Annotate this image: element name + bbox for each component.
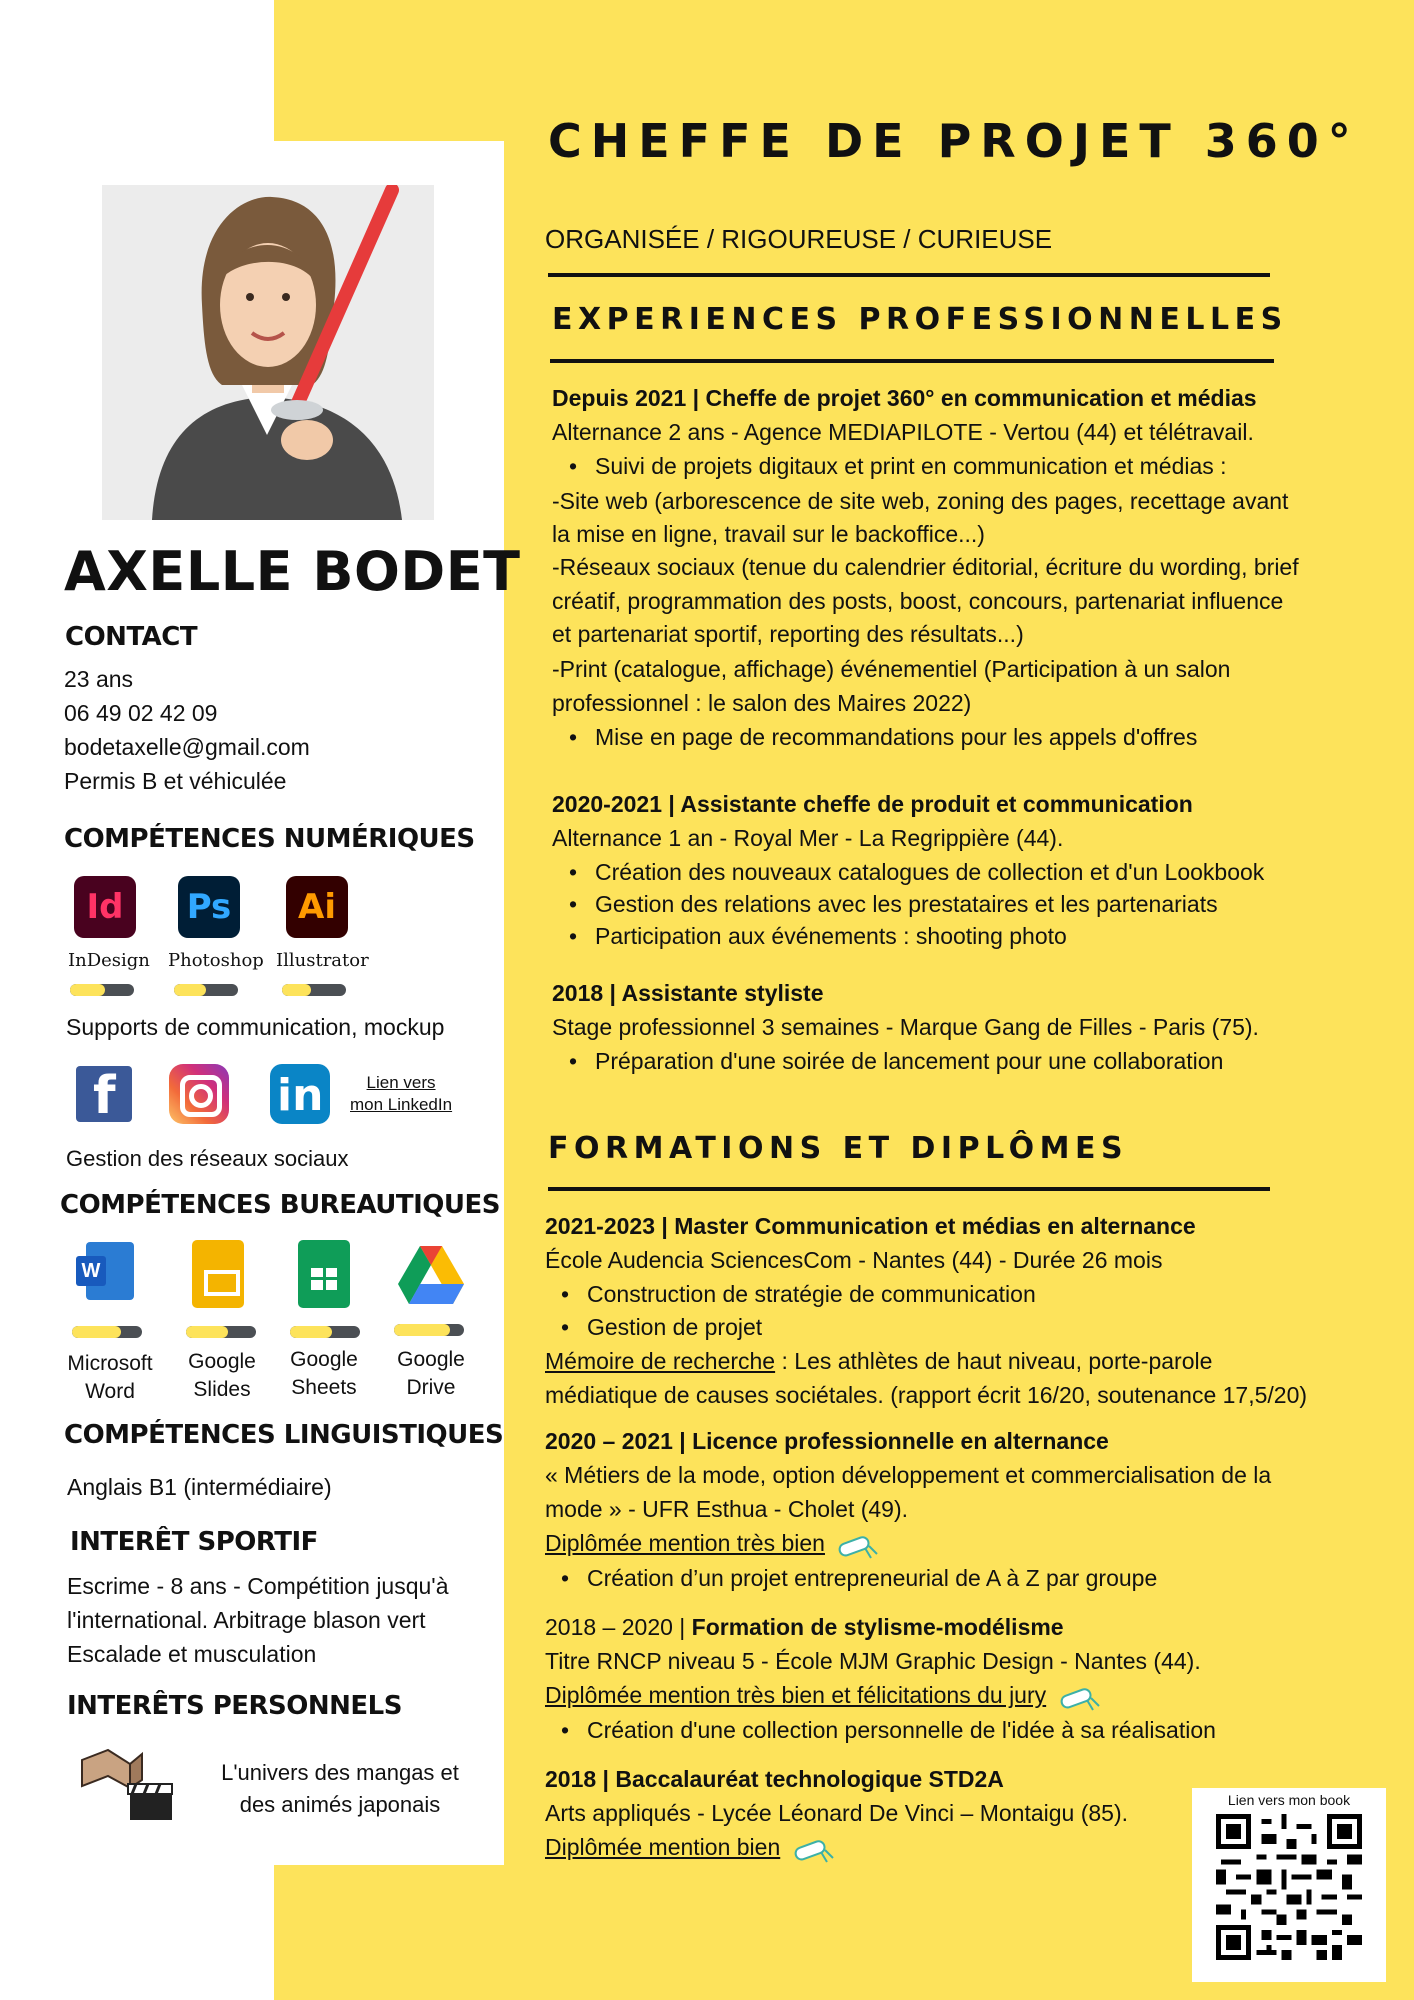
google-sheets-icon [298,1240,350,1308]
job3-bullet-1: • Préparation d'une soirée de lancement pour une collaboration [595,1045,1223,1077]
illustrator-label: Illustrator [276,950,369,971]
languages-heading: COMPÉTENCES LINGUISTIQUES [64,1420,504,1450]
ed2-bullet-1: • Création d’un projet entrepreneurial de A à Z par groupe [587,1562,1157,1594]
linkedin-link-line1: Lien vers [366,1073,436,1092]
ed3-title [545,1610,1064,1644]
slides-label-line1: Google [188,1350,256,1373]
diploma-icon [791,1834,835,1864]
ed2-diploma-link[interactable]: Diplômée mention très bien [545,1530,825,1556]
qr-code-icon [1216,1814,1362,1960]
personal-line-2: des animés japonais [239,1792,441,1817]
job2-bullet-2: • Gestion des relations avec les prestataires et les partenariats [595,888,1218,920]
contact-license: Permis B et véhiculée [64,768,287,794]
facebook-icon[interactable]: f [76,1066,132,1122]
tagline: ORGANISÉE / RIGOUREUSE / CURIEUSE [545,224,1053,254]
sport-line-1: Escrime - 8 ans - Compétition jusqu'à [67,1573,449,1599]
job1-bullet-2: • Mise en page de recommandations pour les appels d'offres [595,721,1197,753]
education-heading: FORMATIONS ET DIPLÔMES [548,1131,1129,1166]
personal-heading: INTERÊTS PERSONNELS [67,1691,402,1721]
full-name: AXELLE BODET [64,540,521,603]
ed2-line-1: « Métiers de la mode, option développement et commercialisation de la [545,1462,1272,1488]
illustrator-level-bar [282,984,346,996]
diploma-icon [835,1530,879,1560]
job2-bullet-1: • Création des nouveaux catalogues de collection et d'un Lookbook [595,856,1264,888]
drive-label-line2: Drive [406,1376,456,1399]
ed1-memo-rest: : Les athlètes de haut niveau, porte-parole [775,1348,1213,1374]
portrait-illustration [102,185,434,520]
divider-3 [548,1187,1270,1191]
slides-level-fill [186,1326,228,1338]
contact-heading: CONTACT [65,622,198,652]
contact-phone: 06 49 02 42 09 [64,700,218,726]
job1-line-1: -Site web (arborescence de site web, zoning des pages, recettage avant [552,488,1289,514]
photoshop-label: Photoshop [168,950,264,971]
profile-photo [102,185,434,520]
ed1-title: 2021-2023 | Master Communication et médias en alternance [545,1213,1196,1239]
word-label-line1: Microsoft [67,1352,153,1375]
ed4-title: 2018 | Baccalauréat technologique STD2A [545,1766,1004,1792]
qr-label: Lien vers mon book [1227,1792,1351,1808]
ed3-bullet-1: • Création d'une collection personnelle de l'idée à sa réalisation [587,1714,1216,1746]
job-title: CHEFFE DE PROJET 360° [548,114,1360,168]
sheets-level-bar [290,1326,360,1338]
indesign-level-fill [70,984,105,996]
sheets-label-line1: Google [290,1348,358,1371]
linkedin-link-line2: mon LinkedIn [350,1095,453,1114]
qr-code-block[interactable] [1192,1788,1386,1982]
illustrator-icon: Ai [286,876,348,938]
ed1-sub: École Audencia SciencesCom - Nantes (44) - Durée 26 mois [545,1247,1163,1273]
job1-title: Depuis 2021 | Cheffe de projet 360° en communication et médias [552,385,1257,411]
divider-2 [550,359,1274,363]
diploma-icon [1057,1682,1101,1712]
contact-email: bodetaxelle@gmail.com [64,734,310,760]
illustrator-level-fill [282,984,311,996]
ed2-diploma-line [545,1526,879,1560]
slides-label [172,1348,272,1404]
personal-line-1: L'univers des mangas et [221,1760,459,1785]
drive-label-line1: Google [397,1348,465,1371]
digital-skills-heading: COMPÉTENCES NUMÉRIQUES [64,824,475,854]
book-and-clapper-icon [80,1740,180,1822]
job1-line-2: la mise en ligne, travail sur le backoffice...) [552,521,985,547]
ed3-diploma-line [545,1678,1101,1712]
social-caption: Gestion des réseaux sociaux [66,1146,349,1171]
sheets-label [274,1346,374,1402]
sport-line-2: l'international. Arbitrage blason vert [67,1607,426,1633]
job1-bullet-1: • Suivi de projets digitaux et print en communication et médias : [595,450,1227,482]
divider-1 [548,273,1270,277]
indesign-icon: Id [74,876,136,938]
photoshop-icon: Ps [178,876,240,938]
job2-bullet-3: • Participation aux événements : shooting photo [595,920,1067,952]
word-icon: W [76,1242,134,1300]
sheets-label-line2: Sheets [291,1376,357,1399]
ed1-bullet-1: • Construction de stratégie de communication [587,1278,1036,1310]
google-slides-icon [192,1240,244,1308]
instagram-icon[interactable] [169,1064,229,1124]
indesign-level-bar [70,984,134,996]
word-level-fill [72,1326,121,1338]
office-skills-heading: COMPÉTENCES BUREAUTIQUES [60,1190,501,1220]
ed3-diploma-link[interactable]: Diplômée mention très bien et félicitations du jury [545,1682,1047,1708]
sheets-level-fill [290,1326,332,1338]
word-label [58,1350,162,1406]
ed2-title: 2020 – 2021 | Licence professionnelle en alternance [545,1428,1109,1454]
ed1-memo-line [545,1344,1212,1378]
ed1-bullet-2: • Gestion de projet [587,1311,762,1343]
slides-level-bar [186,1326,256,1338]
ed3-sub: Titre RNCP niveau 5 - École MJM Graphic Design - Nantes (44). [545,1648,1201,1674]
linkedin-icon[interactable]: in [270,1064,330,1124]
ed3-title-prefix: 2018 – 2020 | [545,1614,692,1640]
photoshop-level-bar [174,984,238,996]
contact-age: 23 ans [64,666,134,692]
word-level-bar [72,1326,142,1338]
sport-heading: INTERÊT SPORTIF [70,1527,318,1557]
drive-label [381,1346,481,1402]
job1-line-3: -Réseaux sociaux (tenue du calendrier éditorial, écriture du wording, brief [552,554,1299,580]
ed4-sub: Arts appliqués - Lycée Léonard De Vinci – Montaigu (85). [545,1800,1128,1826]
linkedin-link[interactable] [350,1072,452,1116]
drive-level-fill [394,1324,450,1336]
experience-heading: EXPERIENCES PROFESSIONNELLES [552,302,1288,337]
ed1-memo-link[interactable]: Mémoire de recherche [545,1348,776,1374]
photoshop-level-fill [174,984,206,996]
google-drive-icon [398,1246,464,1304]
slides-label-line2: Slides [193,1378,251,1401]
drive-level-bar [394,1324,464,1336]
tools-caption: Supports de communication, mockup [66,1014,445,1040]
ed1-memo-line-2: médiatique de causes sociétales. (rapport écrit 16/20, soutenance 17,5/20) [545,1382,1308,1408]
ed4-diploma-line [545,1830,835,1864]
job1-line-6: -Print (catalogue, affichage) événementiel (Participation à un salon [552,656,1231,682]
job1-line-4: créatif, programmation des posts, boost, concours, partenariat influence [552,588,1284,614]
job1-line-5: et partenariat sportif, reporting des résultats...) [552,621,1024,647]
languages-text: Anglais B1 (intermédiaire) [67,1474,332,1500]
job2-sub: Alternance 1 an - Royal Mer - La Regrippière (44). [552,825,1064,851]
indesign-label: InDesign [68,950,150,971]
ed4-diploma-link[interactable]: Diplômée mention bien [545,1834,781,1860]
job1-sub: Alternance 2 ans - Agence MEDIAPILOTE - Vertou (44) et télétravail. [552,419,1254,445]
job3-title: 2018 | Assistante styliste [552,980,824,1006]
sport-line-3: Escalade et musculation [67,1641,317,1667]
job3-sub: Stage professionnel 3 semaines - Marque Gang de Filles - Paris (75). [552,1014,1259,1040]
ed3-title-bold: Formation de stylisme-modélisme [691,1614,1064,1640]
ed2-line-2: mode » - UFR Esthua - Cholet (49). [545,1496,909,1522]
word-label-line2: Word [85,1380,135,1403]
job2-title: 2020-2021 | Assistante cheffe de produit et communication [552,791,1193,817]
job1-line-7: professionnel : le salon des Maires 2022) [552,690,972,716]
